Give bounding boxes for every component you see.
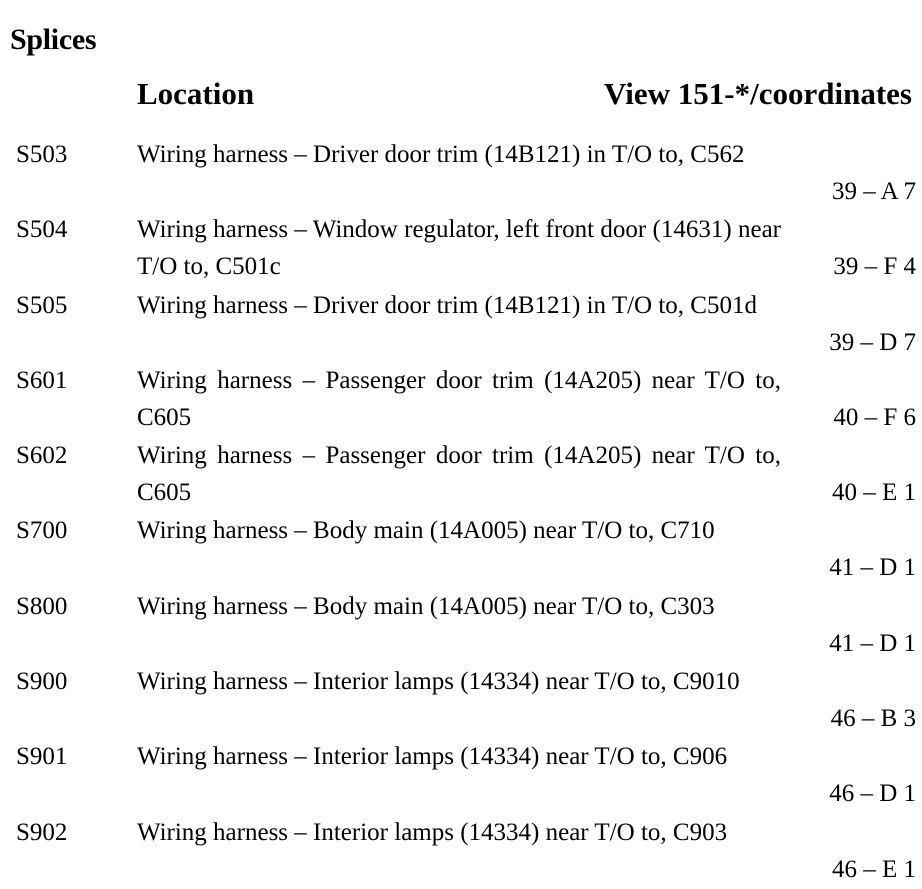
splice-coordinates: 46 – D 1: [829, 780, 916, 808]
splice-id: S602: [16, 442, 68, 470]
splice-row: [0, 738, 922, 813]
splice-location: Wiring harness – Driver door trim (14B121) in T/O to, C501d: [137, 291, 757, 319]
splice-id: S902: [16, 818, 68, 846]
splice-location: Wiring harness – Body main (14A005) near T/O to, C710: [137, 517, 715, 545]
location-column-header: Location: [137, 76, 255, 111]
splice-location: Wiring harness – Interior lamps (14334) near T/O to, C906: [137, 743, 728, 771]
splice-coordinates: 39 – D 7: [829, 328, 916, 356]
splice-coordinates: 39 – F 4: [833, 253, 916, 281]
splice-id: S503: [16, 141, 68, 168]
splice-row: [0, 588, 922, 663]
splice-row: [0, 814, 922, 889]
splice-location: Wiring harness – Driver door trim (14B121) in T/O to, C562: [137, 141, 745, 168]
splice-location: Wiring harness – Body main (14A005) near T/O to, C303: [137, 592, 715, 620]
splice-id: S901: [16, 743, 68, 771]
splice-list: [0, 136, 922, 889]
splice-row: [0, 663, 922, 738]
splice-id: S505: [16, 291, 68, 319]
splice-row: [0, 437, 922, 512]
splice-coordinates: 40 – E 1: [831, 479, 916, 507]
splice-id: S504: [16, 216, 68, 244]
splice-coordinates: 40 – F 6: [833, 403, 916, 431]
splice-row: [0, 136, 922, 211]
splice-location: Wiring harness – Passenger door trim (14A205) near T/O to, C605: [137, 366, 781, 431]
splice-coordinates: 39 – A 7: [831, 178, 916, 205]
splice-row: [0, 362, 922, 437]
section-title: Splices: [10, 23, 97, 56]
splice-id: S800: [16, 592, 68, 620]
view-coordinates-column-header: View 151-*/coordinates: [604, 76, 912, 111]
splice-location: Wiring harness – Passenger door trim (14A205) near T/O to, C605: [137, 442, 781, 507]
splice-coordinates: 46 – B 3: [830, 705, 916, 733]
splice-row: [0, 211, 922, 286]
splice-coordinates: 41 – D 1: [829, 629, 916, 657]
splice-location: Wiring harness – Interior lamps (14334) near T/O to, C9010: [137, 668, 740, 696]
splice-row: [0, 287, 922, 362]
splice-id: S601: [16, 366, 68, 394]
splice-coordinates: 41 – D 1: [829, 554, 916, 582]
splice-coordinates: 46 – E 1: [831, 855, 916, 883]
splice-id: S700: [16, 517, 68, 545]
splice-location: Wiring harness – Window regulator, left front door (14631) near T/O to, C501c: [137, 216, 781, 281]
splice-row: [0, 512, 922, 587]
splice-location: Wiring harness – Interior lamps (14334) near T/O to, C903: [137, 818, 728, 846]
splice-id: S900: [16, 668, 68, 696]
